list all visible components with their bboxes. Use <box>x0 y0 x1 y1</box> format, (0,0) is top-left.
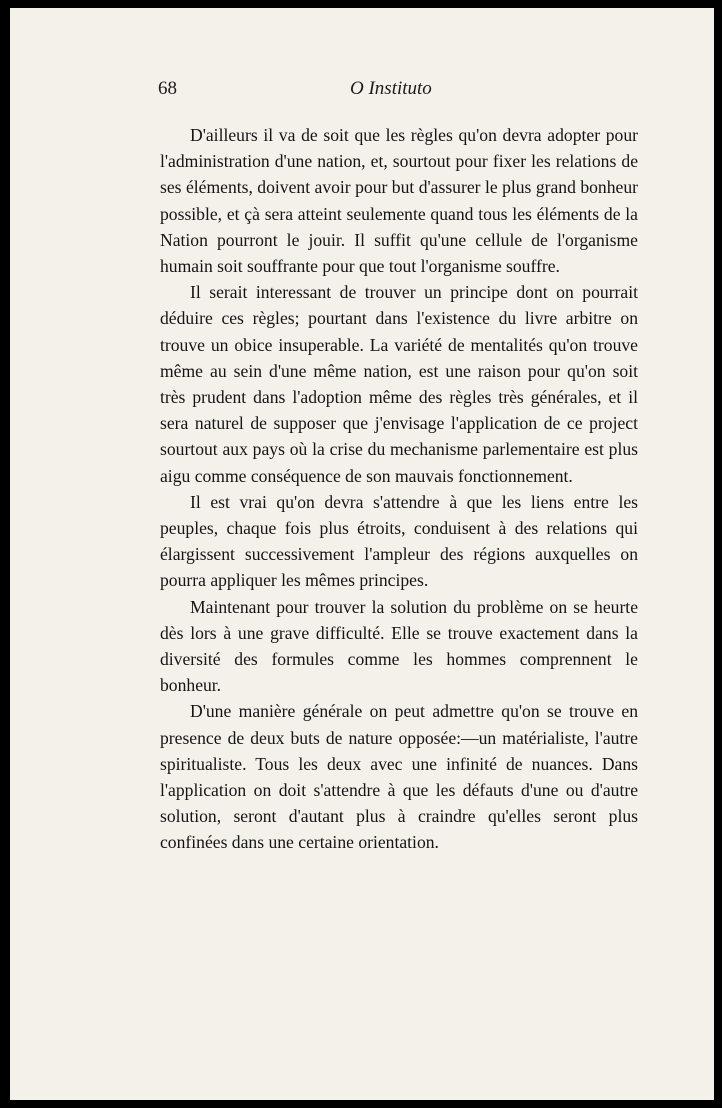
paragraph: D'ailleurs il va de soit que les règles qu'on devra adopter pour l'administration d'une nation, et, sourtout pour fixer les relations de ses éléments, doivent avoir pour but d'assurer le plus grand bonheur possible, et çà sera atteint seulemente quand tous les éléments de la Nation pourront le jouir. Il suffit qu'une cellule de l'organisme humain soit souffrante pour que tout l'organisme souffre. <box>160 125 638 277</box>
paragraph: D'une manière générale on peut admettre qu'on se trouve en presence de deux buts de nature opposée:—un matérialiste, l'autre spiritualiste. Tous les deux avec une infinité de nuances. Dans l'application on doit s'attendre à que les défauts d'une ou d'autre solution, seront d'autant plus à craindre qu'elles seront plus confinées dans une certaine orientation. <box>160 701 638 853</box>
paragraph: Il est vrai qu'on devra s'attendre à que les liens entre les peuples, chaque fois plus étroits, conduisent à des relations qui élargissent successivement l'ampleur des régions auxquelles on pourra appliquer les mêmes principes. <box>160 491 638 591</box>
paragraph: Maintenant pour trouver la solution du problème on se heurte dès lors à une grave difficulté. Elle se trouve exactement dans la diversité des formules comme les hommes comprennent le bonheur. <box>160 596 638 696</box>
page-header <box>158 78 638 104</box>
running-title: O Instituto <box>350 78 432 99</box>
document-page <box>10 8 714 1100</box>
paragraph: Il serait interessant de trouver un principe dont on pourrait déduire ces règles; pourtant dans l'existence du livre arbitre on trouve un obice insuperable. La variété de mentalités qu'on trouve même au sein d'une même nation, est une raison pour qu'on soit très prudent dans l'adoption même des règles très générales, et il sera naturel de supposer que j'envisage l'application de ce project sourtout aux pays où la crise du mechanisme parlementaire est plus aigu comme conséquence de son mauvais fonctionnement. <box>160 282 638 486</box>
page-number: 68 <box>158 78 177 99</box>
body-text <box>160 122 638 856</box>
